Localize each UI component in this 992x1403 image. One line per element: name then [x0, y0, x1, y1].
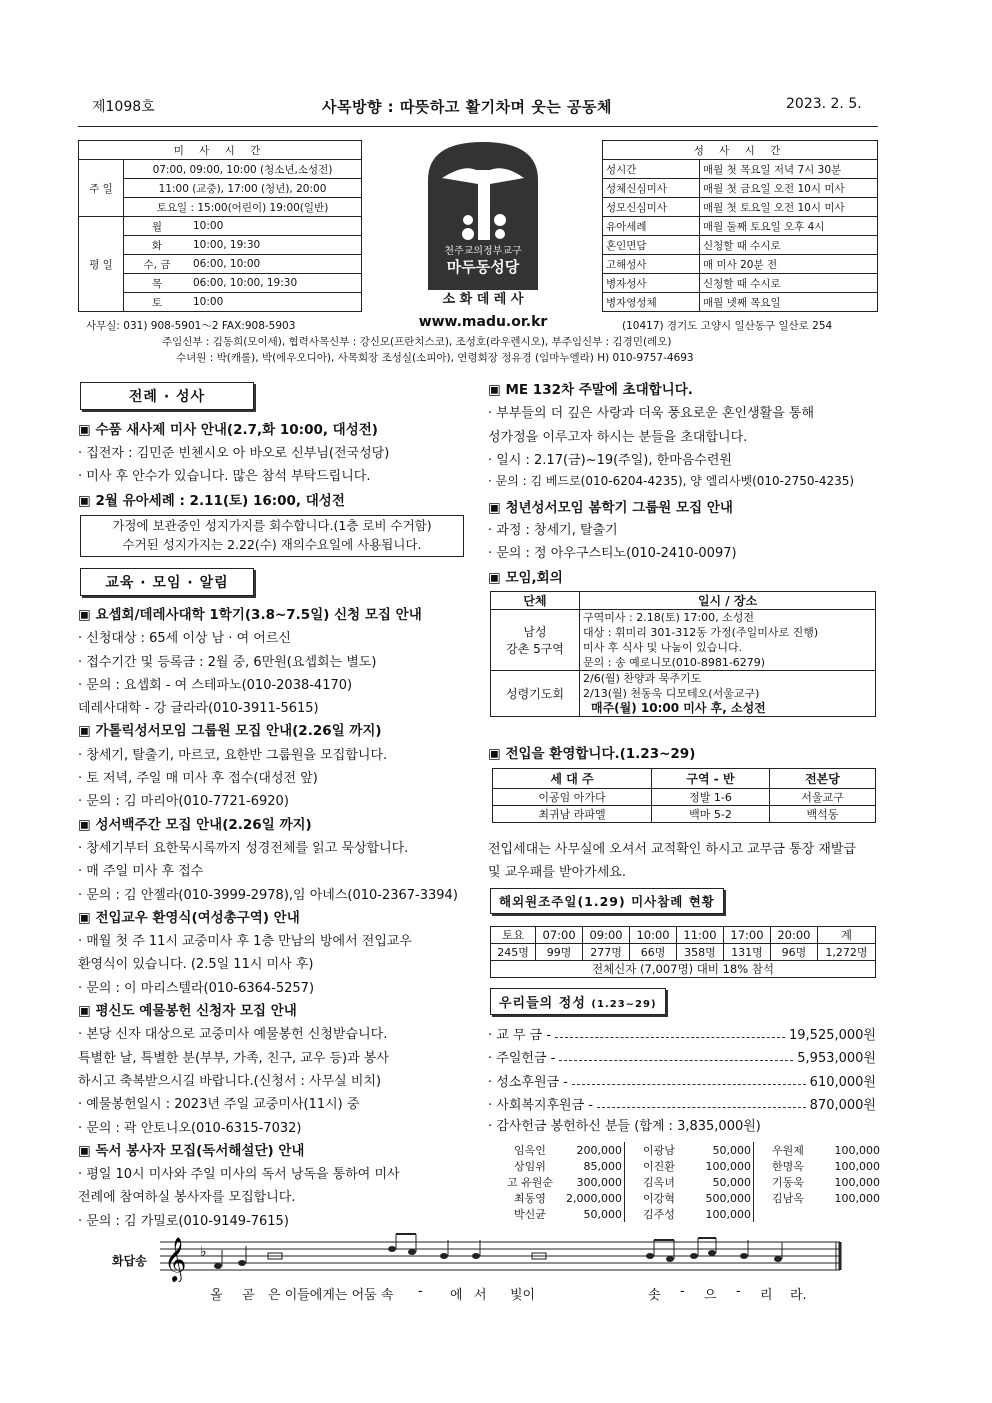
notice-line: 성가정을 이루고자 하시는 분들을 초대합니다. — [488, 430, 748, 445]
notice-line: 전례에 참여하실 봉사자를 모집합니다. — [78, 1190, 296, 1206]
donors-table — [496, 1142, 882, 1222]
donor-name: 이강혁 — [643, 1192, 675, 1205]
attendance-value-cell: 96명 — [770, 944, 817, 961]
meet-group: 남성 강촌 5구역 — [491, 610, 580, 671]
notice-line: · 예물봉헌일시 : 2023년 주일 교중미사(11시) 중 — [78, 1097, 360, 1113]
offering-label: · 교 무 금 - — [488, 1028, 552, 1044]
donor-name: 김옥녀 — [643, 1176, 675, 1189]
psalm-lyrics — [0, 1284, 992, 1304]
donor-name: 우원제 — [772, 1144, 804, 1157]
section-liturgy: 전례 · 성사 — [80, 382, 254, 410]
attendance-value-cell: 66명 — [630, 944, 677, 961]
donor-name: 김남옥 — [772, 1192, 804, 1205]
dotted-leader — [559, 1052, 793, 1061]
staff-others: 수녀원 : 박(캐롤), 박(에우오디아), 사목회장 조성실(소피아), 연령회장 정유경 (임마누엘라) H) 010-9757-4693 — [176, 352, 694, 364]
dotted-leader — [555, 1029, 785, 1038]
sacrament-time: 매 미사 20분 전 — [700, 255, 878, 274]
sacrament-name: 성체신심미사 — [603, 179, 700, 198]
offering-label: · 주일헌금 - — [488, 1051, 556, 1067]
dotted-leader — [572, 1076, 806, 1085]
notice-line: · 문의 : 요셉회 - 여 스테파노(010-2038-4170) — [78, 677, 353, 693]
offering-label: · 성소후원금 - — [488, 1074, 568, 1090]
col-datetime: 일시 / 장소 — [580, 592, 876, 610]
notice-line: · 과정 : 창세기, 탈출기 — [488, 523, 618, 538]
donor-name: 상임위 — [514, 1160, 546, 1173]
meet-line: 미사 후 식사 및 나눔이 있습니다. — [583, 641, 743, 654]
notice-line: · 신청대상 : 65세 이상 남 · 여 어르신 — [78, 631, 291, 647]
offerings-list — [488, 1022, 876, 1115]
attendance-header-cell: 11:00 — [677, 927, 724, 944]
dotted-leader — [597, 1099, 806, 1108]
donor-amount: 50,000 — [564, 1206, 625, 1222]
donor-name: 기동욱 — [772, 1176, 804, 1189]
sunday-label: 주 일 — [79, 160, 124, 217]
sacrament-time: 매월 첫 금요일 오전 10시 미사 — [700, 179, 878, 198]
newcomers-table — [492, 768, 876, 823]
meet-line: 구역미사 : 2.18(토) 17:00, 소성전 — [583, 611, 754, 624]
sacrament-times-table — [602, 140, 878, 312]
donor-amount — [822, 1206, 882, 1222]
offerings-title-text: 우리들의 정성 — [499, 996, 586, 1011]
offering-amount: 870,000원 — [809, 1098, 876, 1114]
donor-amount: 100,000 — [834, 1143, 880, 1157]
box-line: 수거된 성지가지는 2.22(수) 재의수요일에 사용됩니다. — [122, 537, 422, 552]
donor-name: 이진환 — [643, 1160, 675, 1173]
notice-heading: ▣ 평신도 예물봉헌 신청자 모집 안내 — [78, 1003, 297, 1020]
sunday-times-2: 11:00 (교중), 17:00 (청년), 20:00 — [124, 179, 362, 198]
attendance-title: 해외원조주일(1.29) 미사참례 현황 — [490, 888, 724, 914]
sacrament-name: 성모신심미사 — [603, 198, 700, 217]
attendance-header-cell: 계 — [817, 927, 875, 944]
newcomer-parish: 백석동 — [769, 806, 875, 823]
donor-amount: 100,000 — [834, 1191, 880, 1205]
issue-date: 2023. 2. 5. — [786, 96, 862, 112]
notice-line: · 문의 : 김 가밀로(010-9149-7615) — [78, 1213, 289, 1229]
donor-amount: 100,000 — [834, 1159, 880, 1173]
offering-amount: 5,953,000원 — [797, 1051, 876, 1067]
sacrament-title: 성 사 시 간 — [603, 141, 878, 160]
donor-name: 이광남 — [643, 1144, 675, 1157]
notice-heading: ▣ 전입을 환영합니다.(1.23~29) — [488, 746, 696, 762]
meet-line: 문의 : 송 예로니모(010-8981-6279) — [583, 656, 766, 669]
offering-row — [488, 1045, 876, 1068]
office-address: (10417) 경기도 고양시 일산동구 일산로 254 — [622, 320, 833, 332]
lyric-syllable: - — [680, 1284, 685, 1299]
office-phone: 사무실: 031) 908-5901～2 FAX:908-5903 — [86, 320, 296, 332]
col-previous-parish: 전본당 — [769, 769, 875, 789]
lyric-syllable: 서 — [474, 1288, 487, 1303]
donor-name: 임옥인 — [514, 1144, 546, 1157]
sacrament-time: 매월 첫 목요일 저녁 7시 30분 — [700, 160, 878, 179]
weekday-time: 10:00 — [190, 293, 362, 312]
lyric-syllable: 은 이들에게는 어둠 속 — [268, 1288, 394, 1303]
mass-times-table — [78, 140, 362, 312]
notice-line: · 문의 : 곽 안토니오(010-6315-7032) — [78, 1120, 302, 1136]
notice-line: · 문의 : 김 베드로(010-6204-4235), 양 엘리사벳(010-2750-4235) — [488, 474, 855, 488]
offerings-period: (1.23~29) — [591, 999, 657, 1010]
notice-heading: ▣ 독서 봉사자 모집(독서해설단) 안내 — [78, 1142, 305, 1159]
lyric-syllable: 리 — [760, 1288, 773, 1303]
lyric-syllable: 으 — [704, 1288, 717, 1303]
donor-amount: 100,000 — [693, 1158, 754, 1174]
notice-line: · 집전자 : 김민준 빈첸시오 아 바오로 신부님(전국성당) — [78, 446, 390, 461]
notice-line: · 문의 : 김 안젤라(010-3999-2978),임 아네스(010-2367-3394) — [78, 887, 458, 903]
lyric-syllable: 라. — [790, 1288, 807, 1303]
newcomer-district: 정발 1-6 — [651, 789, 769, 806]
weekday-day: 목 — [124, 274, 191, 293]
col-household: 세 대 주 — [493, 769, 652, 789]
lyric-syllable: 빛이 — [510, 1288, 536, 1303]
offering-amount: 610,000원 — [809, 1074, 876, 1090]
offering-row — [488, 1069, 876, 1092]
donor-amount: 50,000 — [693, 1174, 754, 1190]
donor-amount: 2,000,000 — [564, 1190, 625, 1206]
newcomer-district: 백마 5-2 — [651, 806, 769, 823]
saturday-times: 토요일 : 15:00(어린이) 19:00(일반) — [124, 198, 362, 217]
notice-line: · 접수기간 및 등록금 : 2월 중, 6만원(요셉회는 별도) — [78, 654, 377, 670]
meetings-table — [490, 591, 876, 717]
newcomer-parish: 서울교구 — [769, 789, 875, 806]
meet-line: 2/6(월) 찬양과 묵주기도 — [583, 672, 702, 685]
newcomer-note: 및 교우패를 받아가세요. — [488, 865, 626, 880]
notice-line: · 매월 첫 주 11시 교중미사 후 1층 만남의 방에서 전입교우 — [78, 934, 412, 950]
notice-line: · 평일 10시 미사와 주일 미사의 독서 낭독을 통하여 미사 — [78, 1167, 400, 1183]
notice-line: · 문의 : 김 마리아(010-7721-6920) — [78, 794, 289, 810]
attendance-value-cell: 245명 — [491, 944, 536, 961]
box-line: 가정에 보관중인 성지가지를 회수합니다.(1층 로비 수거함) — [112, 518, 432, 533]
notice-heading: ▣ 모임,회의 — [488, 570, 563, 586]
weekday-label: 평 일 — [79, 217, 124, 312]
weekday-time: 06:00, 10:00, 19:30 — [190, 274, 362, 293]
meet-line: 2/13(월) 천동욱 디모테오(서울교구) — [583, 687, 760, 700]
notice-heading: ▣ 전입교우 환영식(여성총구역) 안내 — [78, 909, 300, 926]
weekday-day: 월 — [124, 217, 191, 236]
header-rule — [78, 126, 878, 127]
sacrament-name: 고해성사 — [603, 255, 700, 274]
attendance-total: 전체신자 (7,007명) 대비 18% 참석 — [491, 961, 876, 978]
newcomer-name: 최귀남 라파엘 — [493, 806, 652, 823]
sunday-times-1: 07:00, 09:00, 10:00 (청소년,소성전) — [124, 160, 362, 179]
attendance-value-cell: 358명 — [677, 944, 724, 961]
attendance-value-cell: 131명 — [723, 944, 770, 961]
sacrament-time: 매월 넷째 목요일 — [700, 293, 878, 312]
notice-heading: ▣ 청년성서모임 봄학기 그룹원 모집 안내 — [488, 500, 733, 516]
sacrament-time: 신청할 때 수시로 — [700, 274, 878, 293]
weekday-time: 10:00 — [190, 217, 362, 236]
sacrament-name: 병자성사 — [603, 274, 700, 293]
donor-amount: 300,000 — [564, 1174, 625, 1190]
donor-amount: 200,000 — [564, 1142, 625, 1158]
notice-heading: ▣ ME 132차 주말에 초대합니다. — [488, 382, 693, 398]
sacrament-name: 유아세례 — [603, 217, 700, 236]
weekday-day: 화 — [124, 236, 191, 255]
donor-amount: 85,000 — [564, 1158, 625, 1174]
attendance-value-cell: 99명 — [536, 944, 583, 961]
lyric-syllable: 곧 — [242, 1288, 255, 1303]
attendance-header-cell: 07:00 — [536, 927, 583, 944]
notice-heading: ▣ 수품 새사제 미사 안내(2.7,화 10:00, 대성전) — [78, 422, 378, 438]
donor-name: 박신균 — [514, 1208, 546, 1221]
weekday-day: 수, 금 — [124, 255, 191, 274]
diocese-name: 천주교의정부교구 — [444, 246, 522, 257]
attendance-table — [490, 926, 876, 978]
donor-name: 최동영 — [514, 1192, 546, 1205]
attendance-header-cell: 17:00 — [723, 927, 770, 944]
donor-name — [754, 1206, 823, 1222]
psalm-label: 화답송 — [112, 1254, 147, 1268]
newcomer-name: 이공임 아가다 — [493, 789, 652, 806]
notice-line: · 창세기, 탈출기, 마르코, 요한반 그룹원을 모집합니다. — [78, 747, 388, 763]
notice-line: · 미사 후 안수가 있습니다. 많은 참석 부탁드립니다. — [78, 469, 371, 484]
newcomer-note: 전입세대는 사무실에 오셔서 교적확인 하시고 교무금 통장 재발급 — [488, 842, 856, 857]
mass-times-title: 미 사 시 간 — [79, 141, 362, 160]
offering-label: · 사회복지후원금 - — [488, 1098, 593, 1114]
staff-priests: 주임신부 : 김동희(모이세), 협력사목신부 : 강신모(프란치스코), 조성호(라우렌시오), 부주임신부 : 김경민(레오) — [162, 336, 672, 348]
weekday-time: 06:00, 10:00 — [190, 255, 362, 274]
church-name: 마두동성당 — [446, 258, 520, 276]
weekday-time: 10:00, 19:30 — [190, 236, 362, 255]
notice-line: · 본당 신자 대상으로 교중미사 예물봉헌 신청받습니다. — [78, 1027, 388, 1043]
svg-text:♭: ♭ — [200, 1244, 207, 1260]
donor-amount: 100,000 — [693, 1206, 754, 1222]
notice-line: 하시고 축복받으시길 바랍니다.(신청서 : 사무실 비치) — [78, 1073, 382, 1089]
sacrament-name: 혼인면담 — [603, 236, 700, 255]
offerings-title — [490, 988, 666, 1015]
offering-row — [488, 1092, 876, 1115]
donor-name: 김주성 — [643, 1208, 675, 1221]
sacrament-time: 신청할 때 수시로 — [700, 236, 878, 255]
donor-amount: 50,000 — [693, 1142, 754, 1158]
notice-line: 데레사대학 - 강 글라라(010-3911-5615) — [78, 701, 319, 717]
donor-amount: 500,000 — [693, 1190, 754, 1206]
notice-line: · 토 저녁, 주일 매 미사 후 접수(대성전 앞) — [78, 771, 318, 787]
offering-row — [488, 1022, 876, 1045]
lyric-syllable: 에 — [450, 1288, 463, 1303]
notice-line: · 매 주일 미사 후 접수 — [78, 864, 204, 880]
meet-group: 성령기도회 — [491, 671, 580, 717]
notice-line: · 창세기부터 요한묵시록까지 성경전체를 읽고 묵상합니다. — [78, 840, 409, 856]
notice-heading: ▣ 성서백주간 모집 안내(2.26일 까지) — [78, 816, 312, 833]
donor-name: 한명옥 — [772, 1160, 804, 1173]
lyric-syllable: - — [418, 1284, 423, 1299]
attendance-header-cell: 10:00 — [630, 927, 677, 944]
sacrament-name: 병자영성체 — [603, 293, 700, 312]
notice-heading: ▣ 요셉회/데레사대학 1학기(3.8~7.5일) 신청 모집 안내 — [78, 607, 422, 623]
notice-heading: ▣ 2월 유아세례 : 2.11(토) 16:00, 대성전 — [78, 493, 345, 509]
notice-line: 특별한 날, 특별한 분(부부, 가족, 친구, 교우 등)과 봉사 — [78, 1050, 389, 1066]
donor-name: 고 유원순 — [506, 1176, 553, 1189]
notice-line: · 부부들의 더 깊은 사랑과 더욱 풍요로운 혼인생활을 통해 — [488, 406, 815, 421]
offering-amount: 19,525,000원 — [789, 1028, 876, 1044]
donors-heading: · 감사헌금 봉헌하신 분들 (합계 : 3,835,000원) — [488, 1119, 761, 1134]
notice-line: · 문의 : 정 아우구스티노(010-2410-0097) — [488, 546, 737, 561]
church-website[interactable]: www.madu.or.kr — [418, 314, 548, 330]
attendance-header-cell: 토요 — [491, 927, 536, 944]
psalm-staff — [160, 1232, 880, 1282]
palm-collection-box — [80, 515, 464, 557]
pastoral-motto: 사목방향 : 따뜻하고 활기차며 웃는 공동체 — [322, 98, 612, 116]
meet-line: 매주(월) 10:00 미사 후, 소성전 — [591, 701, 766, 715]
section-education: 교육 · 모임 · 알림 — [80, 568, 254, 596]
sacrament-name: 성시간 — [603, 160, 700, 179]
issue-number: 제1098호 — [92, 99, 155, 115]
meet-line: 대상 : 휘미리 301-312동 가정(주일미사로 진행) — [583, 626, 819, 639]
attendance-value-cell: 277명 — [583, 944, 630, 961]
notice-line: 환영식이 있습니다. (2.5일 11시 미사 후) — [78, 957, 314, 973]
notice-line: · 일시 : 2.17(금)~19(주일), 한마음수련원 — [488, 453, 732, 468]
lyric-syllable: 솟 — [648, 1288, 661, 1303]
lyric-syllable: 올 — [210, 1288, 223, 1303]
svg-text:𝄞: 𝄞 — [164, 1237, 187, 1281]
attendance-header-cell: 09:00 — [583, 927, 630, 944]
col-group: 단체 — [491, 592, 580, 610]
sacrament-time: 매월 첫 토요일 오전 10시 미사 — [700, 198, 878, 217]
attendance-header-cell: 20:00 — [770, 927, 817, 944]
col-district: 구역 - 반 — [651, 769, 769, 789]
left-notices — [78, 604, 458, 1233]
attendance-value-cell: 1,272명 — [817, 944, 875, 961]
weekday-day: 토 — [124, 293, 191, 312]
notice-heading: ▣ 가톨릭성서모임 그룹원 모집 안내(2.26일 까지) — [78, 723, 382, 740]
lyric-syllable: - — [736, 1284, 741, 1299]
notice-line: · 문의 : 이 마리스텔라(010-6364-5257) — [78, 980, 315, 996]
donor-amount: 100,000 — [834, 1175, 880, 1189]
church-logo — [424, 140, 542, 290]
sacrament-time: 매월 둘째 토요일 오후 4시 — [700, 217, 878, 236]
patron-saint: 소 화 데 레 사 — [442, 292, 524, 307]
